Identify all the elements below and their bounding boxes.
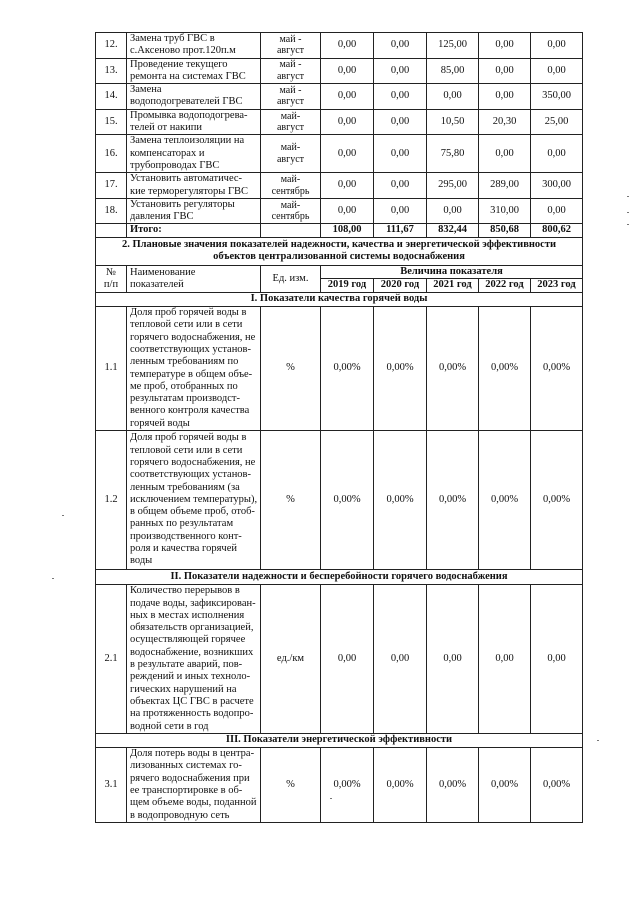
row-number: 18. [96, 198, 127, 224]
indicator-name-line: воды [130, 555, 153, 567]
period [261, 84, 321, 110]
measure-name-line: давления ГВС [130, 211, 194, 223]
indicator-name-line: исключением температуры), [130, 493, 258, 505]
group-title: III. Показатели энергетической эффективности [96, 734, 583, 748]
indicator-value: 0,00 [321, 585, 374, 734]
indicator-name-line: Доля проб горячей воды в [130, 307, 247, 319]
indicator-value: 0,00% [427, 748, 479, 823]
period-line: сентябрь [271, 185, 310, 197]
value-cell: 0,00 [374, 173, 427, 199]
period [261, 198, 321, 224]
measure-name-line: компенсаторах и [130, 147, 205, 159]
value-cell: 0,00 [531, 33, 583, 59]
measure-row [96, 84, 583, 110]
group-title: II. Показатели надежности и бесперебойности горячего водоснабжения [96, 570, 583, 585]
measure-name [127, 109, 261, 135]
indicator-name-line: в результате аварий, пов- [130, 659, 243, 671]
value-cell: 0,00 [531, 135, 583, 173]
row-number: 17. [96, 173, 127, 199]
indicator-name-line: ленным требованиям (за [130, 481, 240, 493]
total-value: 111,67 [374, 224, 427, 237]
indicator-row [96, 748, 583, 823]
period [261, 58, 321, 84]
section-title-row [96, 237, 583, 265]
header-value-group: Величина показателя [321, 265, 583, 278]
value-cell: 20,30 [479, 109, 531, 135]
measure-name-line: с.Аксеново прот.120п.м [130, 45, 236, 57]
indicator-name-line: подаче воды, зафиксирован- [130, 597, 256, 609]
value-cell: 0,00 [321, 135, 374, 173]
measure-row [96, 109, 583, 135]
group-title: I. Показатели качества горячей воды [96, 293, 583, 307]
value-cell: 0,00 [321, 84, 374, 110]
value-cell: 295,00 [427, 173, 479, 199]
period [261, 135, 321, 173]
period [261, 173, 321, 199]
scan-speck [597, 740, 599, 741]
total-label: Итого: [127, 224, 261, 237]
total-value: 850,68 [479, 224, 531, 237]
value-cell: 75,80 [427, 135, 479, 173]
indicator-name-line: водоснабжение, возникших [130, 646, 254, 658]
indicator-name-line: производственного конт- [130, 530, 242, 542]
indicator-value: 0,00% [321, 307, 374, 431]
header-unit: Ед. изм. [261, 265, 321, 292]
scan-speck [627, 224, 629, 225]
value-cell: 300,00 [531, 173, 583, 199]
section-title-line: 2. Плановые значения показателей надежности, качества и энергетической эффективности [121, 238, 557, 250]
header-name [127, 265, 261, 292]
group-title-row [96, 734, 583, 748]
indicator-name-line: ленным требованиям по [130, 356, 239, 368]
section-title-line: объектов централизованной системы водоснабжения [213, 251, 465, 263]
value-cell: 350,00 [531, 84, 583, 110]
header-name-line: Наименование [130, 266, 196, 278]
value-cell: 0,00 [531, 58, 583, 84]
indicator-name-line: ных в местах исполнения [130, 609, 245, 621]
measure-name [127, 173, 261, 199]
value-cell: 0,00 [374, 109, 427, 135]
indicator-name-line: осуществляющей горячее [130, 634, 246, 646]
period [261, 33, 321, 59]
indicator-name-line: ранных по результатам [130, 518, 234, 530]
header-year: 2019 год [321, 279, 374, 293]
header-name-line: показателей [130, 278, 184, 290]
value-cell: 0,00 [374, 84, 427, 110]
period-line: май - [279, 59, 302, 71]
indicator-value: 0,00% [374, 431, 427, 570]
group-title-row [96, 293, 583, 307]
scan-speck [52, 578, 54, 579]
indicator-name-line: тепловой сети или в сети [130, 319, 243, 331]
measure-name-line: Промывка водоподогрева- [130, 109, 248, 121]
measure-name-line: водоподогревателей ГВС [130, 96, 243, 108]
value-cell: 0,00 [374, 198, 427, 224]
indicator-value: 0,00% [479, 748, 531, 823]
measure-name [127, 58, 261, 84]
measures-table-body [96, 33, 583, 238]
indicator-name-line: в общем объеме проб, отоб- [130, 506, 255, 518]
value-cell: 0,00 [321, 58, 374, 84]
value-cell: 0,00 [374, 135, 427, 173]
indicator-value: 0,00% [531, 431, 583, 570]
total-row [96, 224, 583, 237]
indicator-name-line: водной сети в год [130, 720, 209, 732]
indicator-value: 0,00% [321, 431, 374, 570]
value-cell: 0,00 [374, 33, 427, 59]
scan-speck [62, 515, 64, 516]
row-number: 15. [96, 109, 127, 135]
indicator-name-line: в водопроводную сеть [130, 809, 230, 821]
period-line: май- [280, 199, 301, 211]
period-line: май - [279, 33, 302, 45]
value-cell: 0,00 [427, 198, 479, 224]
measure-row [96, 58, 583, 84]
value-cell: 0,00 [479, 135, 531, 173]
indicator-number: 2.1 [96, 585, 127, 734]
header-year: 2022 год [479, 279, 531, 293]
value-cell: 0,00 [321, 109, 374, 135]
indicator-name-line: горячего водоснабжения, не [130, 331, 256, 343]
measure-name-line: Установить автоматичес- [130, 173, 243, 185]
indicator-value: 0,00% [374, 748, 427, 823]
measure-name-line: Замена труб ГВС в [130, 33, 215, 44]
period-line: май- [280, 110, 301, 122]
measure-name [127, 198, 261, 224]
indicator-name-line: Доля потерь воды в центра- [130, 748, 255, 760]
value-cell: 25,00 [531, 109, 583, 135]
measure-name-line: Замена теплоизоляции на [130, 135, 245, 147]
group-title-row [96, 570, 583, 585]
indicator-name-line: обязательств организацией, [130, 622, 254, 634]
value-cell: 125,00 [427, 33, 479, 59]
indicator-unit: ед./км [261, 585, 321, 734]
row-number: 14. [96, 84, 127, 110]
indicator-number: 1.2 [96, 431, 127, 570]
document-page [95, 32, 583, 823]
indicator-unit: % [261, 431, 321, 570]
measure-name-line: Проведение текущего [130, 58, 228, 70]
value-cell: 0,00 [321, 198, 374, 224]
value-cell: 0,00 [321, 33, 374, 59]
indicator-name-line: ме проб, отобранных по [130, 380, 238, 392]
section-title [96, 237, 583, 265]
indicator-name-line: реждений и иных техноло- [130, 671, 251, 683]
hot-water-table [95, 32, 583, 823]
indicator-name-line: Количество перерывов в [130, 585, 240, 597]
indicator-name-line: горячей воды [130, 417, 190, 429]
value-cell: 310,00 [479, 198, 531, 224]
measure-name-line: Замена [130, 84, 162, 96]
indicator-name-line: тепловой сети или в сети [130, 444, 243, 456]
value-cell: 0,00 [479, 33, 531, 59]
indicator-value: 0,00 [427, 585, 479, 734]
indicator-name-line: гических нарушений на [130, 683, 237, 695]
period-line: май - [279, 84, 302, 96]
header-num-line: п/п [103, 278, 119, 290]
row-number: 16. [96, 135, 127, 173]
period-line: сентябрь [271, 211, 310, 223]
indicator-name-line: соответствующих установ- [130, 343, 252, 355]
value-cell: 0,00 [531, 198, 583, 224]
measure-name [127, 84, 261, 110]
indicator-name-line: роля и качества горячей [130, 543, 237, 555]
total-value: 800,62 [531, 224, 583, 237]
indicator-value: 0,00 [479, 585, 531, 734]
total-value: 832,44 [427, 224, 479, 237]
indicator-number: 3.1 [96, 748, 127, 823]
indicator-row [96, 585, 583, 734]
indicator-value: 0,00% [531, 307, 583, 431]
indicator-name-line: венного контроля качества [130, 405, 250, 417]
period-line: август [276, 70, 305, 82]
indicator-name-line: температуре в общем объе- [130, 368, 253, 380]
indicator-value: 0,00% [531, 748, 583, 823]
measure-name-line: Установить регуляторы [130, 198, 235, 210]
measure-name-line: трубопроводах ГВС [130, 159, 220, 171]
scan-speck [627, 212, 629, 213]
header-num-line: № [105, 266, 117, 278]
indicator-name [127, 748, 261, 823]
indicator-row [96, 307, 583, 431]
indicator-name-line: Доля проб горячей воды в [130, 432, 247, 444]
header-num [96, 265, 127, 292]
total-value: 108,00 [321, 224, 374, 237]
indicator-name [127, 307, 261, 431]
indicator-unit: % [261, 307, 321, 431]
value-cell: 0,00 [479, 58, 531, 84]
indicator-value: 0,00% [427, 431, 479, 570]
value-cell: 0,00 [374, 58, 427, 84]
scan-speck [627, 196, 629, 197]
period-line: август [276, 153, 305, 165]
period [261, 109, 321, 135]
period-line: август [276, 45, 305, 57]
measure-row [96, 135, 583, 173]
measure-row [96, 33, 583, 59]
indicator-value: 0,00% [479, 307, 531, 431]
indicator-unit: % [261, 748, 321, 823]
measure-name-line: ремонта на системах ГВС [130, 70, 246, 82]
indicator-name-line: объектах ЦС ГВС в расчете [130, 695, 254, 707]
row-number: 13. [96, 58, 127, 84]
period-line: август [276, 122, 305, 134]
indicator-value: 0,00 [531, 585, 583, 734]
value-cell: 0,00 [427, 84, 479, 110]
measure-name-line: телей от накипи [130, 122, 202, 134]
indicator-number: 1.1 [96, 307, 127, 431]
value-cell: 0,00 [479, 84, 531, 110]
indicator-name [127, 431, 261, 570]
indicator-row [96, 431, 583, 570]
scan-speck [330, 798, 332, 799]
period-line: май- [280, 174, 301, 186]
indicator-name-line: соответствующих установ- [130, 469, 252, 481]
indicator-name [127, 585, 261, 734]
indicator-name-line: на протяженность водопро- [130, 708, 254, 720]
indicator-value: 0,00% [321, 748, 374, 823]
indicators-table-body [96, 237, 583, 822]
indicator-name-line: лизованных системах го- [130, 760, 242, 772]
row-number: 12. [96, 33, 127, 59]
indicator-name-line: ее транспортировке в об- [130, 784, 243, 796]
header-year: 2023 год [531, 279, 583, 293]
measure-name [127, 135, 261, 173]
indicator-value: 0,00% [479, 431, 531, 570]
total-blank [96, 224, 127, 237]
indicator-name-line: рячего водоснабжения при [130, 772, 250, 784]
header-row [96, 265, 583, 278]
indicator-value: 0,00% [427, 307, 479, 431]
measure-row [96, 173, 583, 199]
measure-name [127, 33, 261, 59]
value-cell: 10,50 [427, 109, 479, 135]
indicator-name-line: щем объеме воды, поданной [130, 797, 257, 809]
header-year: 2020 год [374, 279, 427, 293]
period-line: май- [280, 142, 301, 154]
indicator-value: 0,00% [374, 307, 427, 431]
measure-name-line: кие терморегуляторы ГВС [130, 185, 249, 197]
value-cell: 85,00 [427, 58, 479, 84]
value-cell: 289,00 [479, 173, 531, 199]
header-year: 2021 год [427, 279, 479, 293]
indicator-name-line: результатам производст- [130, 393, 240, 405]
total-blank [261, 224, 321, 237]
indicator-name-line: горячего водоснабжения, не [130, 457, 256, 468]
measure-row [96, 198, 583, 224]
indicator-value: 0,00 [374, 585, 427, 734]
period-line: август [276, 96, 305, 108]
value-cell: 0,00 [321, 173, 374, 199]
